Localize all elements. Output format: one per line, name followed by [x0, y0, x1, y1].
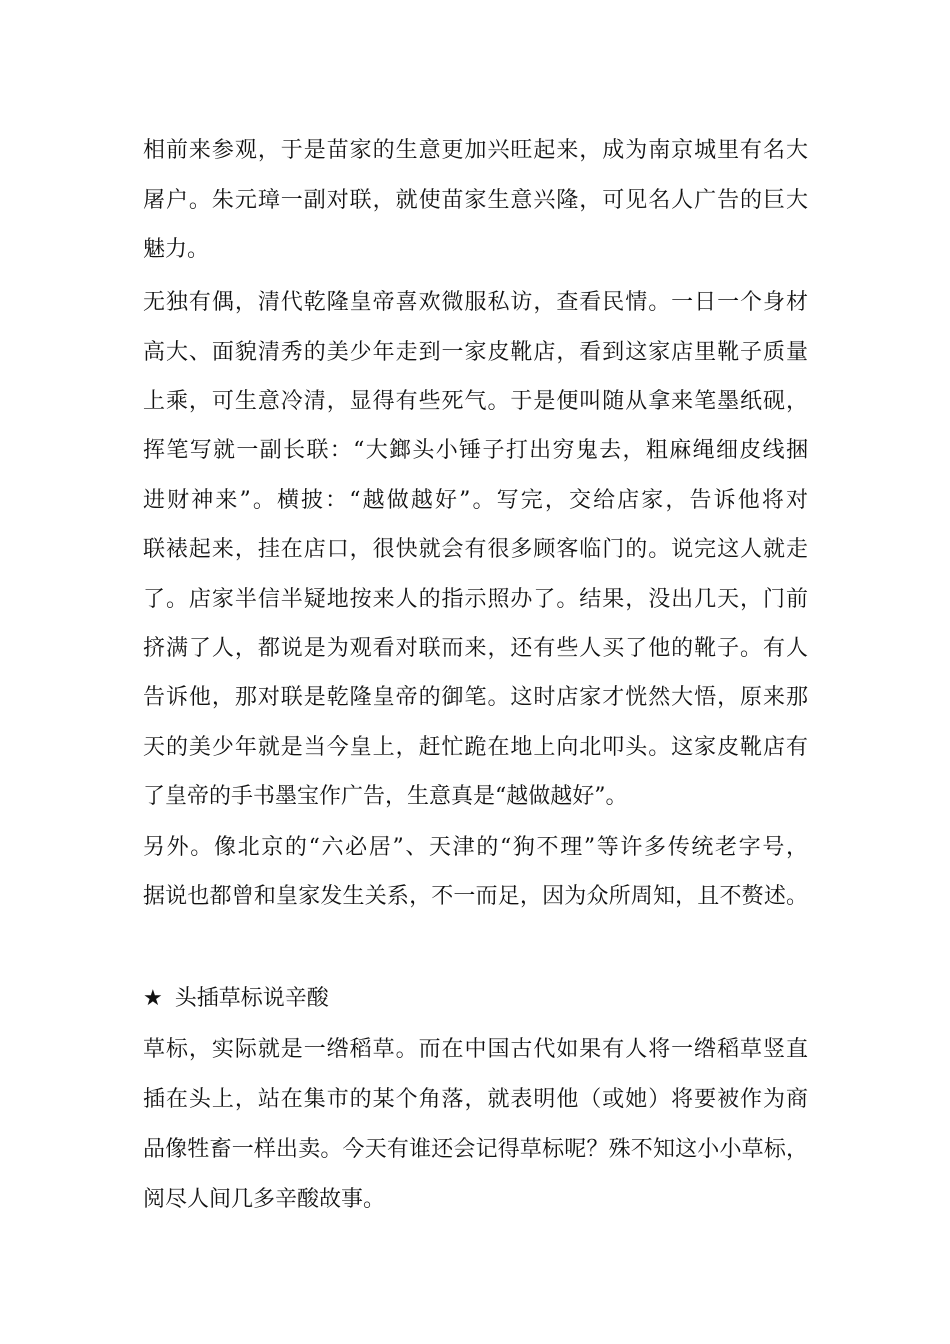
section-paragraph-line-1: 草标，实际就是一绺稻草。而在中国古代如果有人将一绺稻草竖直 [143, 1037, 808, 1062]
paragraph-2-line-5: 进财神来”。横披：“越做越好”。写完，交给店家，告诉他将对 [143, 488, 808, 513]
paragraph-2-line-9: 告诉他，那对联是乾隆皇帝的御笔。这时店家才恍然大悟，原来那 [143, 685, 808, 710]
section-paragraph-line-3: 品像牲畜一样出卖。今天有谁还会记得草标呢？殊不知这小小草标， [143, 1137, 808, 1162]
paragraph-2-line-6: 联裱起来，挂在店口，很快就会有很多顾客临门的。说完这人就走 [143, 537, 808, 562]
paragraph-3-line-2: 据说也都曾和皇家发生关系，不一而足，因为众所周知，且不赘述。 [143, 884, 808, 909]
paragraph-2-line-4: 挥笔写就一副长联：“大鎯头小锤子打出穷鬼去，粗麻绳细皮线捆 [143, 438, 808, 463]
paragraph-3-line-1: 另外。像北京的“六必居”、天津的“狗不理”等许多传统老字号， [143, 835, 808, 860]
section-paragraph-line-4: 阅尽人间几多辛酸故事。 [143, 1187, 386, 1212]
paragraph-2-line-11: 了皇帝的手书墨宝作广告，生意真是“越做越好”。 [143, 784, 628, 809]
paragraph-1-line-3: 魅力。 [143, 237, 210, 262]
paragraph-2-line-1: 无独有偶，清代乾隆皇帝喜欢微服私访，查看民情。一日一个身材 [143, 290, 808, 315]
paragraph-2-line-7: 了。店家半信半疑地按来人的指示照办了。结果，没出几天，门前 [143, 587, 808, 612]
paragraph-2-line-10: 天的美少年就是当今皇上，赶忙跪在地上向北叩头。这家皮靴店有 [143, 735, 808, 760]
paragraph-2-line-2: 高大、面貌清秀的美少年走到一家皮靴店，看到这家店里靴子质量 [143, 340, 808, 365]
section-title: 头插草标说辛酸 [174, 986, 329, 1011]
star-icon: ★ [143, 986, 163, 1011]
paragraph-1-line-2: 屠户。朱元璋一副对联，就使苗家生意兴隆，可见名人广告的巨大 [143, 188, 808, 213]
section-paragraph-line-2: 插在头上，站在集市的某个角落，就表明他（或她）将要被作为商 [143, 1087, 808, 1112]
paragraph-2-line-8: 挤满了人，都说是为观看对联而来，还有些人买了他的靴子。有人 [143, 636, 808, 661]
paragraph-1-line-1: 相前来参观，于是苗家的生意更加兴旺起来，成为南京城里有名大 [143, 138, 808, 163]
paragraph-2-line-3: 上乘，可生意冷清，显得有些死气。于是便叫随从拿来笔墨纸砚， [143, 389, 808, 414]
section-heading [143, 979, 329, 1019]
